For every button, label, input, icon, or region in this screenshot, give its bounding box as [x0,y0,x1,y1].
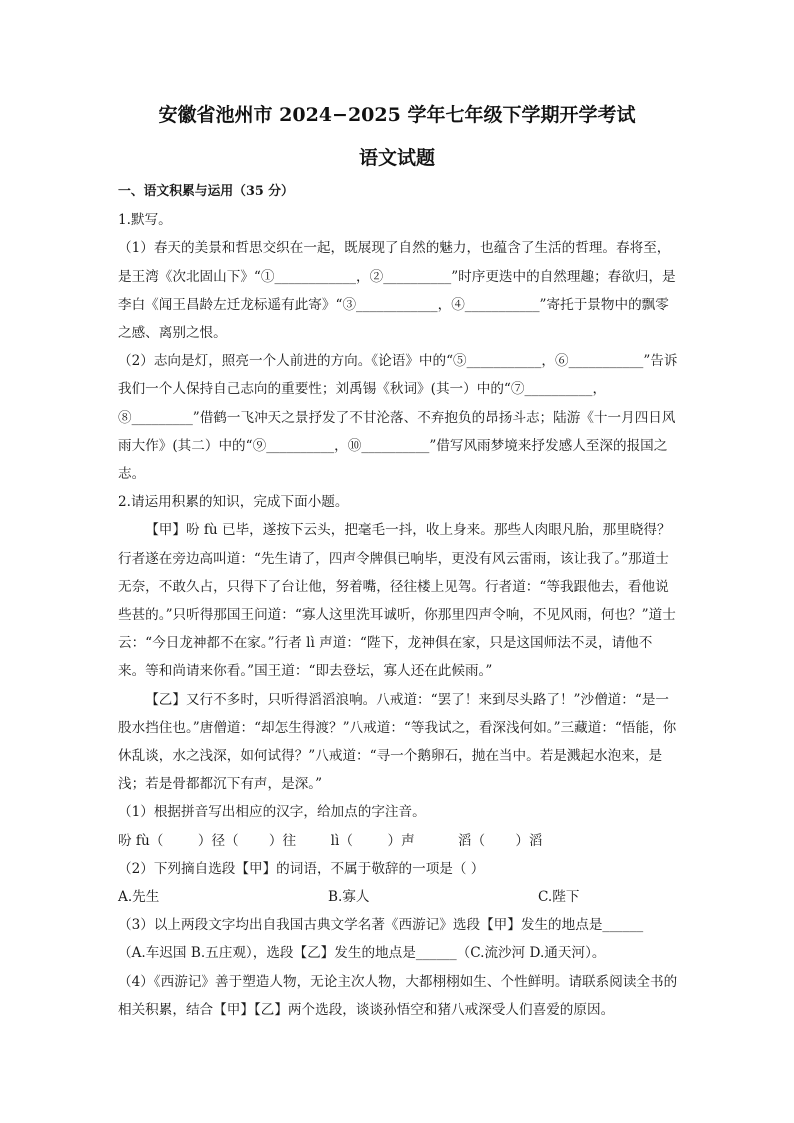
section-heading: 一、语文积累与运用（35 分） [118,184,294,199]
passage-jia: 【甲】吩 fù 已毕，遂按下云头，把毫毛一抖，收上身来。那些人肉眼凡胎，那里晓得？行者遂在旁边高叫道：“先生请了，四声令牌俱已响毕，更没有风云雷雨，该让我了。”那道士无奈，不敢久占，只得下了台让他，努着嘴，径往楼上见驾。行者道：“等我跟他去，看他说些甚的。”只听得那国王问道：“寡人这里洗耳诚听，你那里四声令响，不见风雨，何也？”道士云：“今日龙神都不在家。”行者 lì 声道：“陛下，龙神俱在家，只是这国师法不灵，请他不来。等和尚请来你看。”国王道：“即去登坛，寡人还在此候雨。” [118,522,676,680]
exam-title: 安徽省池州市 2024−2025 学年七年级下学期开学考试 [158,104,636,126]
passage-yi: 【乙】又行不多时，只听得滔滔浪响。八戒道：“罢了！来到尽头路了！”沙僧道：“是一股水挡住也。”唐僧道：“却怎生得渡？”八戒道：“等我试之，看深浅何如。”三藏道：“悟能，你休乱谈，水之浅深，如何试得？”八戒道：“寻一个鹅卵石，抛在当中。若是溅起水泡来，是浅；若是骨都都沉下有声，是深。” [118,691,677,793]
option-b: B.寡人 [328,889,370,906]
choice-options [118,883,678,911]
sub-question-4: （4）《西游记》善于塑造人物，无论主次人物，大都栩栩如生、个性鲜明。请联系阅读全书的相关积累，结合【甲】【乙】两个选段，谈谈孙悟空和猪八戒深受人们喜爱的原因。 [118,973,678,1018]
sub-question-2: （2）下列摘自选段【甲】的词语，不属于敬辞的一项是（ ） [118,860,485,877]
question-1-part-2: （2）志向是灯，照亮一个人前进的方向。《论语》中的“⑤___________，⑥___________”告诉我们一个人保持自己志向的重要性；刘禹锡《秋词》(其一）中的“⑦__________，⑧_________”借鹤一飞冲天之景抒发了不甘沦落、不弃抱负的昂扬斗志；陆游《十一月四日风雨大作》(其二）中的“⑨__________，⑩__________”借写风雨梦境来抒发感人至深的报国之志。 [118,353,678,483]
option-c: C.陛下 [538,889,580,906]
sub-question-3-line-2: （A.车迟国 B.五庄观），选段【乙】发生的地点是______（C.流沙河 D.通天河）。 [118,945,606,962]
exam-content [118,178,678,1024]
question-2-label: 2.请运用积累的知识，完成下面小题。 [118,494,349,511]
question-1-label: 1.默写。 [118,212,172,229]
sub-question-1: （1）根据拼音写出相应的汉字，给加点的字注音。 [118,804,426,821]
exam-subtitle: 语文试题 [358,147,435,169]
question-1-part-1: （1）春天的美景和哲思交织在一起，既展现了自然的魅力，也蕴含了生活的哲理。春将至，是王湾《次北固山下》“①____________，②__________”时序更迭中的自然理趣；春欲归，是李白《闻王昌龄左迁龙标遥有此寄》“③____________，④___________”寄托于景物中的飘零之感、离别之恨。 [118,240,676,342]
pinyin-fill-line: 吩 fù（ ）径（ ）往 lì（ ）声 滔（ ）滔 [118,832,543,849]
sub-question-3-line-1: （3）以上两段文字均出自我国古典文学名著《西游记》选段【甲】发生的地点是______ [118,917,644,934]
option-a: A.先生 [118,889,160,906]
